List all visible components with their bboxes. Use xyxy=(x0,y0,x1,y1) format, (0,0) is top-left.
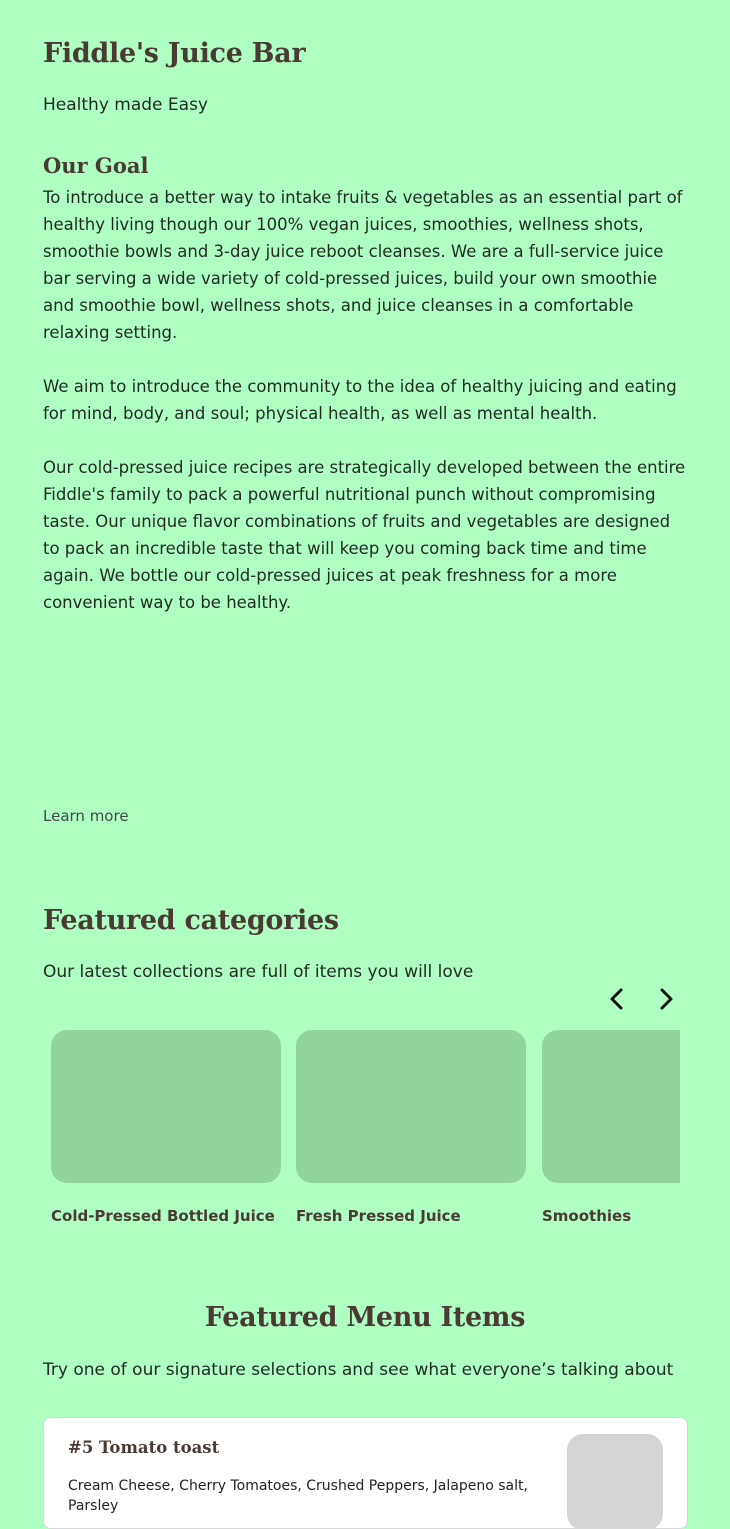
goal-heading: Our Goal xyxy=(43,153,149,178)
menu-item-description: Cream Cheese, Cherry Tomatoes, Crushed Peppers, Jalapeno salt, Parsley xyxy=(68,1478,528,1514)
goal-paragraph: Our cold-pressed juice recipes are strategically developed between the entire Fiddle's family to pack a powerful nutritional punch without compromising taste. Our unique flavor combinations of fruits and vegetables are designed to pack an incredible taste that will keep you coming back time and time again. We bottle our cold-pressed juices at peak freshness for a more convenient way to be healthy. xyxy=(43,458,686,612)
featured-categories-heading: Featured categories xyxy=(43,905,339,936)
tagline: Healthy made Easy xyxy=(43,95,208,115)
menu-item-name: #5 Tomato toast xyxy=(68,1438,220,1457)
featured-categories-subheading: Our latest collections are full of items you will love xyxy=(43,962,474,982)
chevron-left-icon xyxy=(602,984,632,1014)
menu-item-card[interactable] xyxy=(43,1417,688,1529)
category-label: Fresh Pressed Juice xyxy=(296,1207,461,1225)
chevron-right-icon xyxy=(651,984,681,1014)
category-card[interactable] xyxy=(542,1030,680,1225)
learn-more-link[interactable]: Learn more xyxy=(43,807,129,825)
goal-body xyxy=(43,184,688,643)
category-label: Cold-Pressed Bottled Juice xyxy=(51,1207,275,1225)
category-card[interactable] xyxy=(51,1030,281,1225)
featured-menu-subheading: Try one of our signature selections and see what everyone’s talking about xyxy=(43,1360,674,1380)
category-card[interactable] xyxy=(296,1030,526,1225)
carousel-prev-button[interactable] xyxy=(602,984,632,1014)
site-title: Fiddle's Juice Bar xyxy=(43,38,306,69)
categories-carousel xyxy=(43,1030,680,1235)
category-image xyxy=(542,1030,680,1183)
category-image xyxy=(296,1030,526,1183)
category-label: Smoothies xyxy=(542,1207,632,1225)
featured-menu-heading: Featured Menu Items xyxy=(204,1302,526,1333)
menu-item-image xyxy=(567,1434,663,1529)
goal-paragraph: To introduce a better way to intake fruits & vegetables as an essential part of healthy living though our 100% vegan juices, smoothies, wellness shots, smoothie bowls and 3-day juice reboot cleanses. We are a full-service juice bar serving a wide variety of cold-pressed juices, build your own smoothie and smoothie bowl, wellness shots, and juice cleanses in a comfortable relaxing setting. xyxy=(43,188,683,342)
category-image xyxy=(51,1030,281,1183)
goal-paragraph: We aim to introduce the community to the idea of healthy juicing and eating for mind, body, and soul; physical health, as well as mental health. xyxy=(43,377,677,423)
carousel-next-button[interactable] xyxy=(651,984,681,1014)
